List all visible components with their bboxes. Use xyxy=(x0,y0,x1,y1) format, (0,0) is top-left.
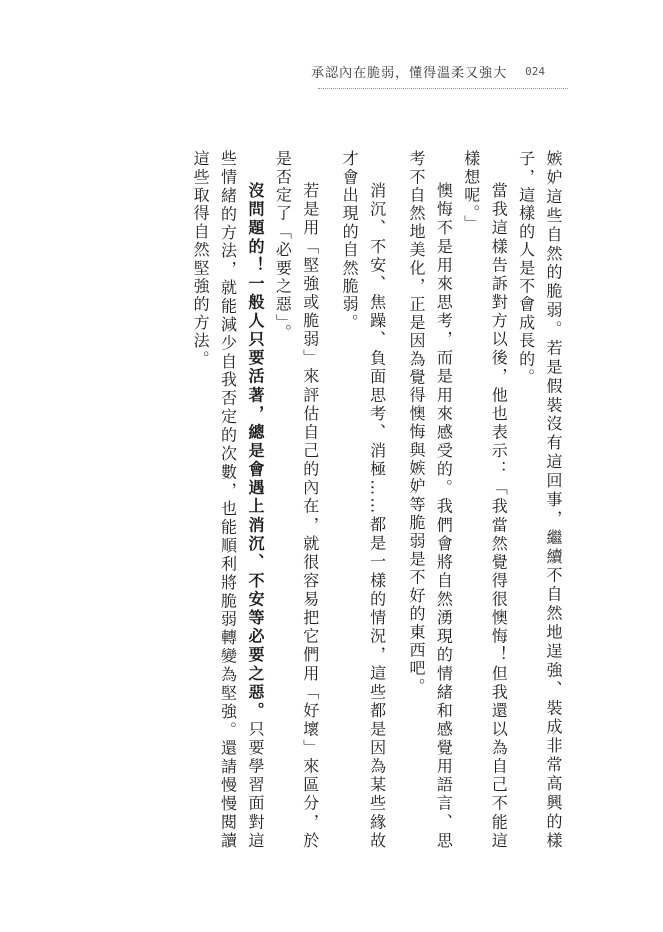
paragraph-6-emphasis: 沒問題的！一般人只要活著，總是會遇上消沉、不安等必要之惡。 xyxy=(245,182,265,721)
paragraph-2: 當我這樣告訴對方以後，他也表示：「我當然覺得很懊悔！但我還以為自己不能這樣想呢。」 xyxy=(461,150,509,850)
paragraph-4: 消沉、不安、焦躁、負面思考、消極……都是一樣的情況，這些都是因為某些緣故才會出現的自然脆弱。 xyxy=(340,150,387,850)
paragraph-5: 若是用「堅強或脆弱」來評估自己的內在，就很容易把它們用「好壞」來區分，於是否定了「必要之惡」。 xyxy=(273,150,320,850)
header-divider xyxy=(318,88,568,89)
paragraph-6-rest: 只要學習面對這些情緒的方法，就能減少自我否定的次數，也能順利將脆弱轉變為堅強。還請慢慢閱讀這些取得自然堅強的方法。 xyxy=(191,150,265,850)
paragraph-1: 嫉妒這些自然的脆弱。若是假裝沒有這回事，繼續不自然地逞強、裝成非常高興的樣子，這樣的人是不會成長的。 xyxy=(516,150,563,850)
paragraph-6 xyxy=(187,150,269,850)
paragraph-3: 懊悔不是用來思考，而是用來感受的。我們會將自然湧現的情緒和感覺用語言、思考不自然地美化，正是因為覺得懊悔與嫉妒等脆弱是不好的東西吧。 xyxy=(406,150,454,850)
running-title: 承認內在脆弱，懂得溫柔又強大 xyxy=(311,65,508,81)
page-number: 024 xyxy=(525,64,545,78)
body-text xyxy=(187,150,567,850)
page-header xyxy=(311,56,545,86)
